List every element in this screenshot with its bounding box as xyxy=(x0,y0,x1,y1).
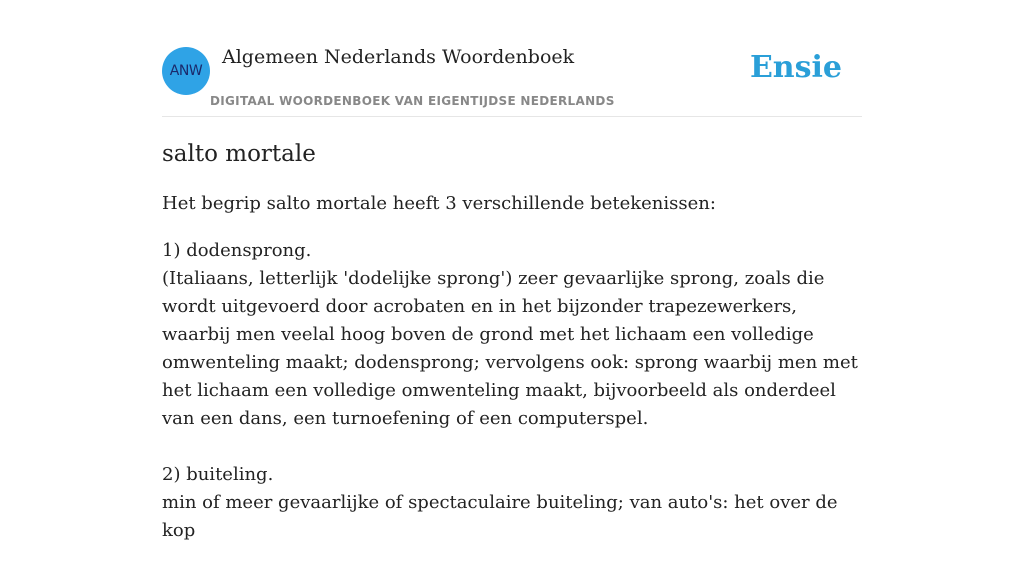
site-subtitle: DIGITAAL WOORDENBOEK VAN EIGENTIJDSE NEDERLANDS xyxy=(210,94,615,108)
meaning-head: 1) dodensprong. xyxy=(162,240,312,261)
site-header xyxy=(162,0,862,117)
meaning-head: 2) buiteling. xyxy=(162,464,274,485)
entry-content xyxy=(162,138,866,573)
site-title[interactable]: Algemeen Nederlands Woordenboek xyxy=(222,46,575,68)
meaning-item xyxy=(162,237,866,433)
entry-term: salto mortale xyxy=(162,141,316,167)
meaning-body: min of meer gevaarlijke of spectaculaire buiteling; van auto's: het over de kop xyxy=(162,492,838,541)
meaning-item xyxy=(162,461,866,545)
ensie-brand-logo[interactable]: Ensie xyxy=(749,50,842,85)
entry-intro: Het begrip salto mortale heeft 3 verschillende betekenissen: xyxy=(162,193,716,214)
meaning-body: (Italiaans, letterlijk 'dodelijke sprong') zeer gevaarlijke sprong, zoals die wordt uitgevoerd door acrobaten en in het bijzonder trapezewerkers, waarbij men veelal hoog boven de grond met het lichaam een volledige omwenteling maakt; dodensprong; vervolgens ook: sprong waarbij men met het lichaam een volledige omwenteling maakt, bijvoorbeeld als onderdeel van een dans, een turnoefening of een computerspel. xyxy=(162,268,858,429)
anw-logo[interactable]: ANW xyxy=(162,47,210,95)
